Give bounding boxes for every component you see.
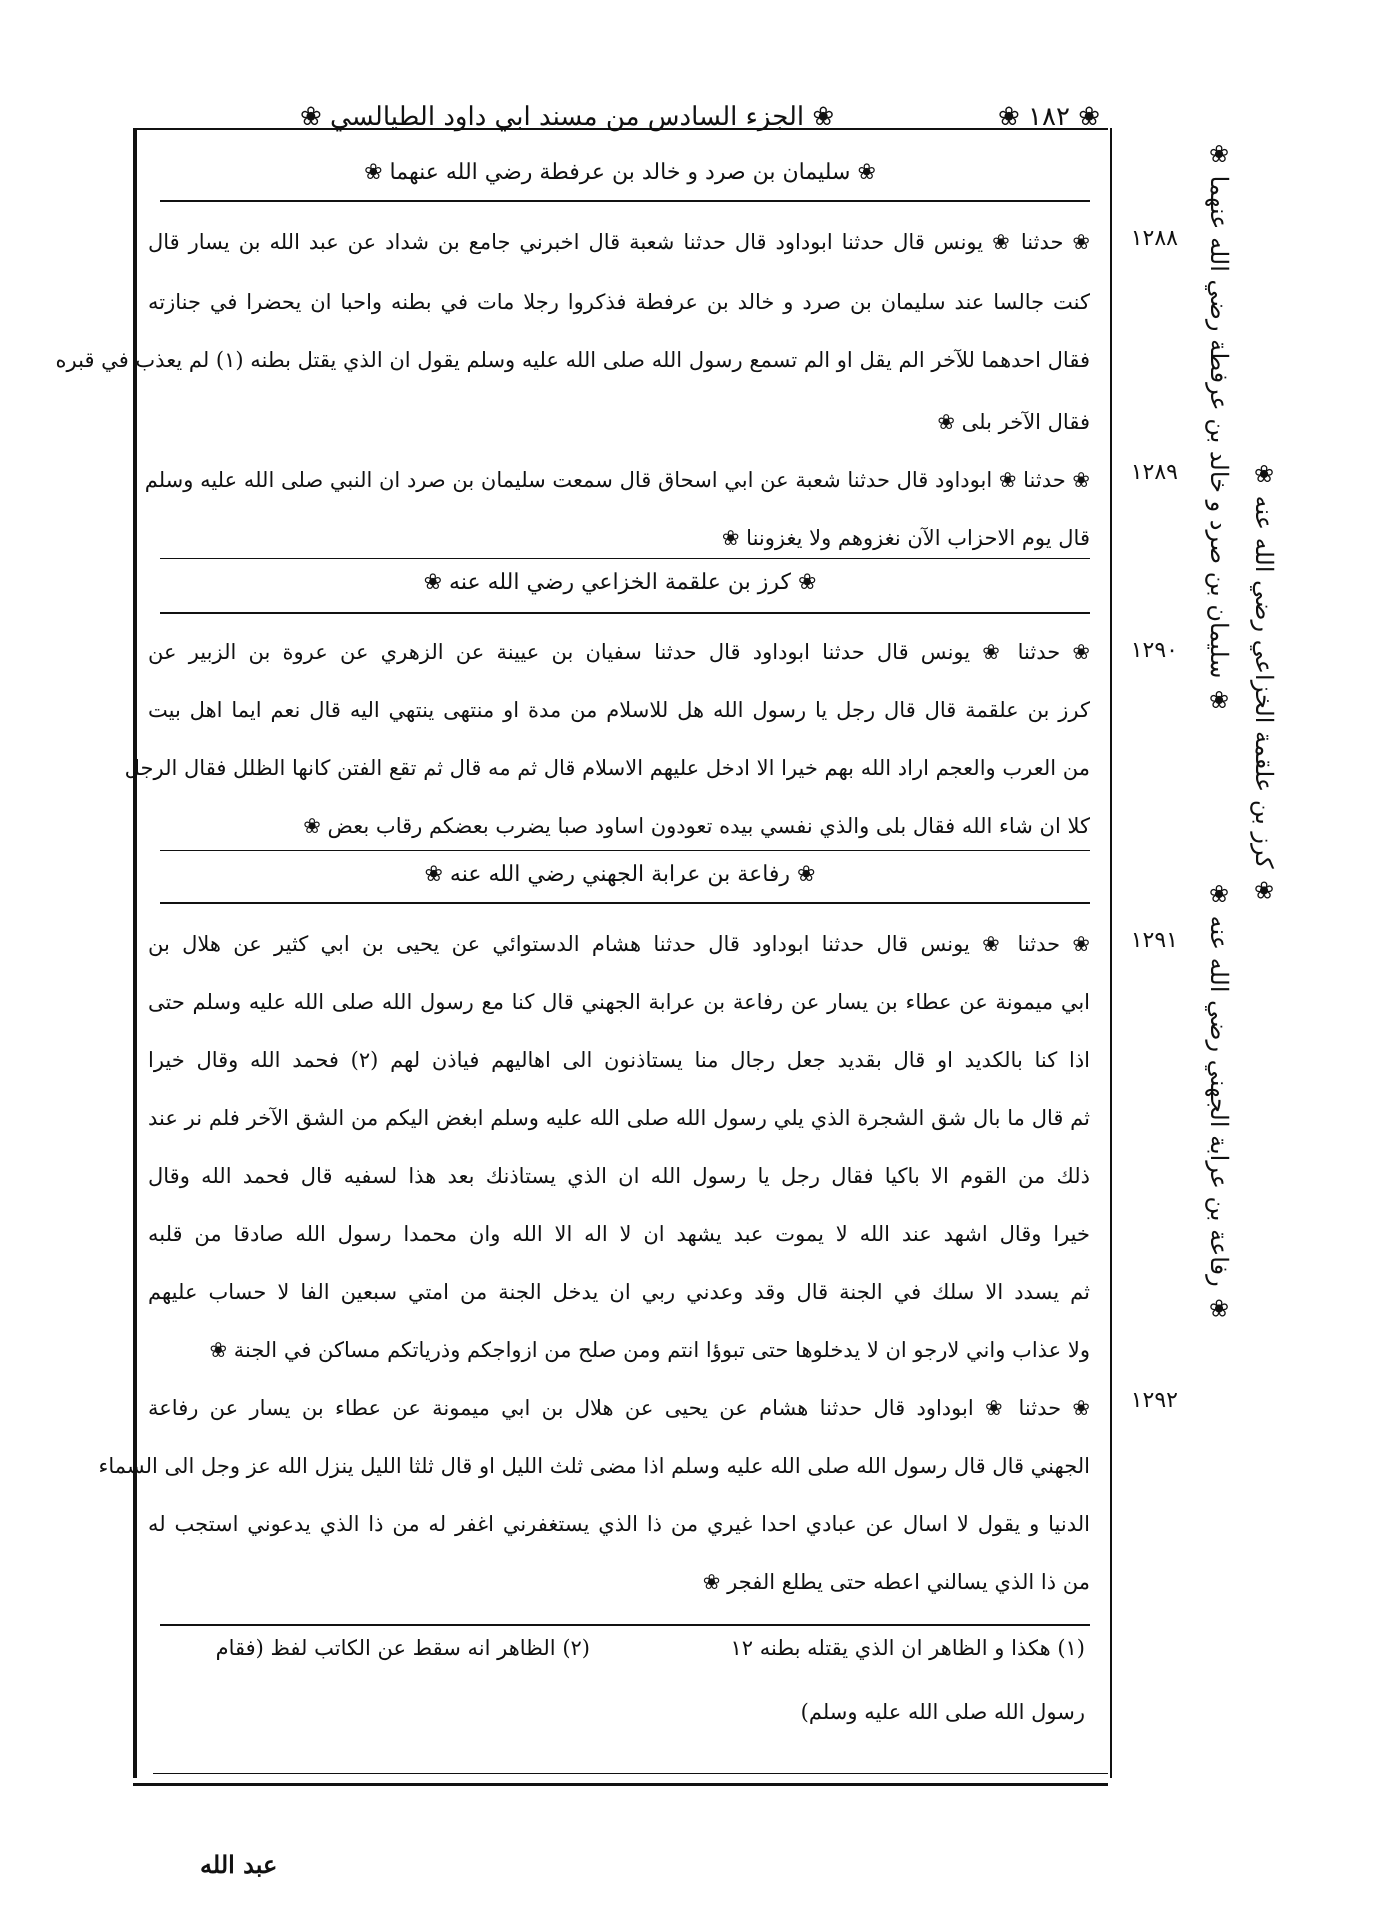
section-rule bbox=[160, 558, 1090, 559]
hadith-line: ولا عذاب واني لارجو ان لا يدخلوها حتى تبوؤا انتم ومن صلح من ازواجكم وذرياتكم مساكن في الجنة ❀ bbox=[209, 1338, 1090, 1362]
hadith-line: ❀ حدثنا ❀ ابوداود قال حدثنا هشام عن يحيى عن هلال بن ابي ميمونة عن عطاء بن يسار عن رفاعة bbox=[148, 1396, 1090, 1420]
hadith-line: ❀ حدثنا ❀ ابوداود قال حدثنا شعبة عن ابي اسحاق قال سمعت سليمان بن صرد ان النبي صلى الله عليه وسلم bbox=[144, 468, 1090, 492]
hadith-line: كرز بن علقمة قال قال رجل يا رسول الله هل للاسلام من مدة او منتهى ينتهي اليه قال نعم ايما اهل بيت bbox=[148, 698, 1090, 722]
section-rule bbox=[160, 850, 1090, 851]
section-title-sulayman: ❀ سليمان بن صرد و خالد بن عرفطة رضي الله عنهما ❀ bbox=[364, 160, 876, 185]
hadith-number: ١٢٩٢ bbox=[1130, 1388, 1178, 1413]
hadith-line: من العرب والعجم اراد الله بهم خيرا الا ادخل عليهم الاسلام قال ثم مه قال ثم تقع الفتن كانها الظلل فقال الرجل bbox=[124, 756, 1090, 780]
hadith-line: خيرا وقال اشهد عند الله لا يموت عبد يشهد ان لا اله الا الله وان محمدا رسول الله صادقا من قلبه bbox=[148, 1222, 1090, 1246]
hadith-number: ١٢٨٩ bbox=[1130, 460, 1178, 485]
margin-note-kurz: ❀ كرز بن علقمة الخزاعي رضي الله عنه ❀ bbox=[1250, 460, 1278, 905]
section-rule bbox=[160, 902, 1090, 904]
section-title-rifaa: ❀ رفاعة بن عرابة الجهني رضي الله عنه ❀ bbox=[424, 862, 816, 887]
section-rule bbox=[160, 200, 1090, 202]
hadith-line: ❀ حدثنا ❀ يونس قال حدثنا ابوداود قال حدثنا شعبة قال اخبرني جامع بن شداد عن عبد الله بن يسار قال bbox=[148, 230, 1090, 254]
footnote-rule bbox=[160, 1624, 1090, 1626]
page-number: ❀ ١٨٢ ❀ bbox=[997, 102, 1100, 132]
hadith-line: فقال الآخر بلى ❀ bbox=[937, 410, 1090, 434]
hadith-line: فقال احدهما للآخر الم يقل او الم تسمع رسول الله صلى الله عليه وسلم يقول ان الذي يقتل بطنه (١) لم يعذب في قبره bbox=[55, 348, 1090, 372]
hadith-line: الدنيا و يقول لا اسال عن عبادي احدا غيري من ذا الذي يستغفرني اغفر له من ذا الذي يدعوني استجب له bbox=[148, 1512, 1090, 1536]
hadith-line: من ذا الذي يسالني اعطه حتى يطلع الفجر ❀ bbox=[702, 1570, 1090, 1594]
hadith-line: اذا كنا بالكديد او قال بقديد جعل رجال منا يستاذنون الى اهاليهم فياذن لهم (٢) فحمد الله وقال خيرا bbox=[148, 1048, 1091, 1072]
section-title-kurz: ❀ كرز بن علقمة الخزاعي رضي الله عنه ❀ bbox=[423, 570, 817, 595]
section-rule bbox=[160, 612, 1090, 614]
hadith-line: ثم يسدد الا سلك في الجنة قال وقد وعدني ربي ان يدخل الجنة من امتي سبعين الفا لا حساب عليهم bbox=[148, 1280, 1090, 1304]
hadith-line: الجهني قال قال رسول الله صلى الله عليه وسلم اذا مضى ثلث الليل او قال ثلثا الليل ينزل الله عز وجل الى السماء bbox=[98, 1454, 1090, 1478]
footnote-2-continued: رسول الله صلى الله عليه وسلم) bbox=[800, 1700, 1085, 1724]
frame-bottom-rule bbox=[133, 1783, 1108, 1786]
hadith-line: ثم قال ما بال شق الشجرة الذي يلي رسول الله صلى الله عليه وسلم ابغض اليكم من الشق الآخر فلم نر عند bbox=[148, 1106, 1090, 1130]
footnote-1: (١) هكذا و الظاهر ان الذي يقتله بطنه ١٢ bbox=[730, 1636, 1085, 1660]
hadith-line: ابي ميمونة عن عطاء بن يسار عن رفاعة بن عرابة الجهني قال كنا مع رسول الله صلى الله عليه وسلم حتى bbox=[148, 990, 1090, 1014]
footnote-2: (٢) الظاهر انه سقط عن الكاتب لفظ (فقام bbox=[215, 1636, 590, 1660]
frame-bottom-inner-rule bbox=[153, 1773, 1108, 1774]
frame-top-rule bbox=[133, 128, 1108, 130]
margin-note-rifaa: ❀ رفاعة بن عرابة الجهني رضي الله عنه ❀ bbox=[1205, 880, 1233, 1323]
hadith-line: قال يوم الاحزاب الآن نغزوهم ولا يغزوننا ❀ bbox=[721, 526, 1090, 550]
hadith-line: ❀ حدثنا ❀ يونس قال حدثنا ابوداود قال حدثنا هشام الدستوائي عن يحيى بن ابي كثير عن هلال بن bbox=[148, 932, 1090, 956]
hadith-line: ذلك من القوم الا باكيا فقال رجل يا رسول الله ان الذي يستاذنك بعد هذا لسفيه قال فحمد الله وقال bbox=[148, 1164, 1090, 1188]
signature: عبد الله bbox=[200, 1850, 278, 1879]
hadith-line: كلا ان شاء الله فقال بلى والذي نفسي بيده تعودون اساود صبا يضرب بعضكم رقاب بعض ❀ bbox=[303, 814, 1090, 838]
hadith-line: ❀ حدثنا ❀ يونس قال حدثنا ابوداود قال حدثنا سفيان بن عيينة عن الزهري عن عروة بن الزبير عن bbox=[148, 640, 1090, 664]
hadith-number: ١٢٩١ bbox=[1130, 928, 1178, 953]
running-title: ❀ الجزء السادس من مسند ابي داود الطيالسي ❀ bbox=[300, 102, 835, 132]
margin-note-sulayman: ❀ سليمان بن صرد و خالد بن عرفطة رضي الله عنهما ❀ bbox=[1205, 140, 1233, 715]
hadith-line: كنت جالسا عند سليمان بن صرد و خالد بن عرفطة فذكروا رجلا مات في بطنه واحبا ان يحضرا في جنازته bbox=[148, 290, 1090, 314]
hadith-number: ١٢٨٨ bbox=[1130, 226, 1178, 251]
hadith-number: ١٢٩٠ bbox=[1130, 638, 1178, 663]
